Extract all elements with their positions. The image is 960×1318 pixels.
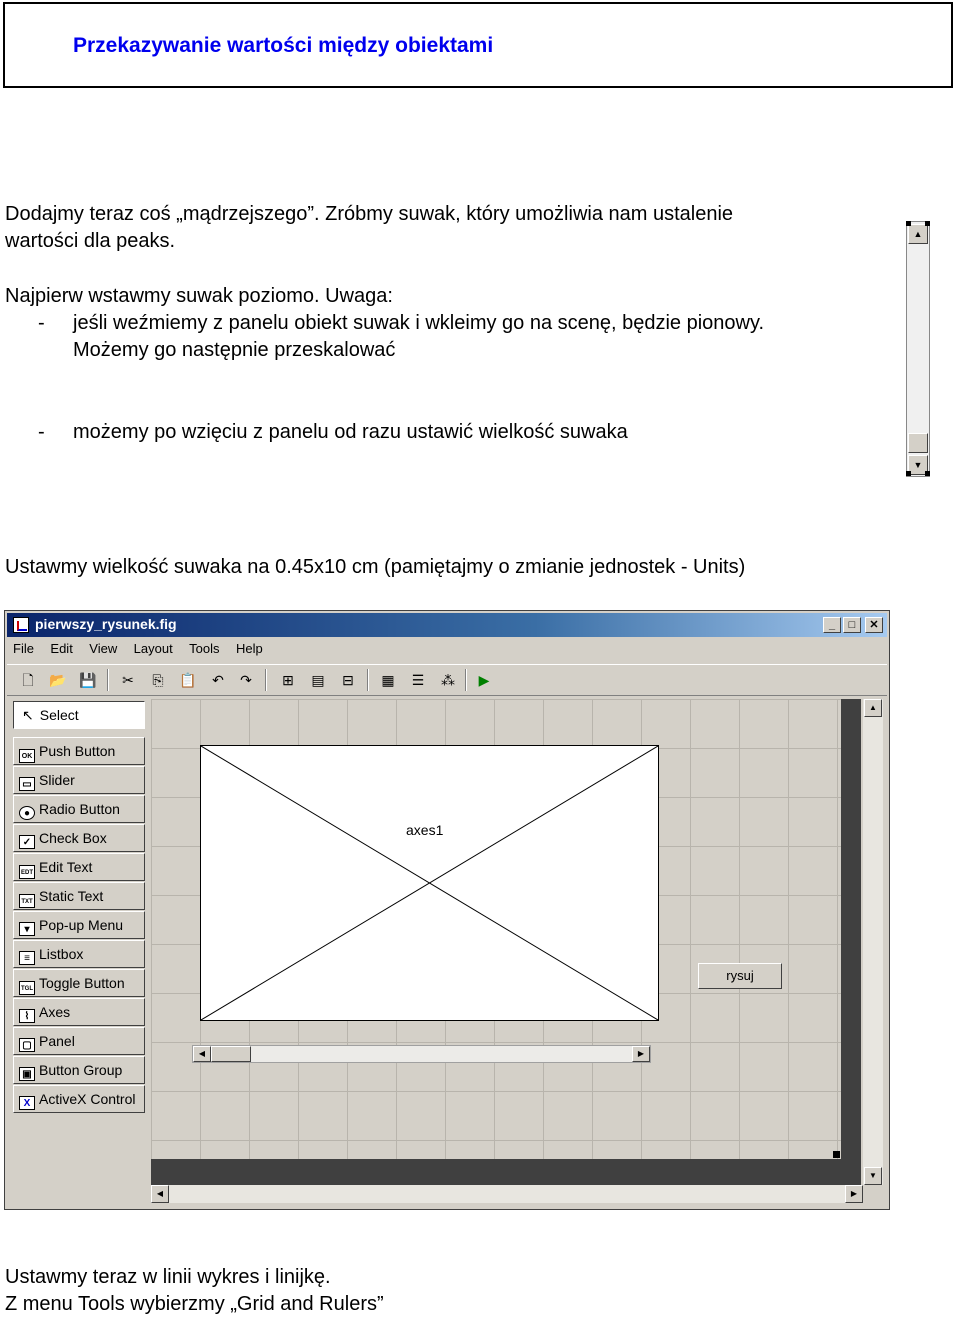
minimize-button[interactable]: _ [823, 617, 841, 633]
axes-cross [201, 746, 658, 1020]
undo-icon[interactable]: ↶ [212, 672, 224, 688]
rysuj-button[interactable]: rysuj [698, 963, 782, 989]
slider-left-arrow-icon[interactable]: ◀ [193, 1046, 211, 1062]
axes-icon: ⌇ [19, 1009, 35, 1023]
save-icon[interactable]: 💾 [79, 672, 97, 688]
scroll-right-icon[interactable]: ▶ [845, 1185, 863, 1203]
tab-order-icon[interactable]: ⊟ [342, 672, 354, 688]
bullet-1-line2: Możemy go następnie przeskalować [73, 339, 396, 361]
window-titlebar[interactable] [7, 613, 887, 637]
palette-label: Button Group [39, 1062, 123, 1078]
vertical-slider-sample[interactable] [906, 221, 930, 477]
menu-layout[interactable]: Layout [133, 641, 173, 656]
bullet-dash: - [38, 421, 45, 443]
paragraph-size: Ustawmy wielkość suwaka na 0.45x10 cm (pamiętajmy o zmianie jednostek - Units) [5, 556, 746, 578]
edit-text-icon: EDT [19, 865, 35, 879]
palette-activex-control[interactable] [13, 1085, 145, 1113]
bullet-1-line1: jeśli weźmiemy z panelu obiekt suwak i wkleimy go na scenę, będzie pionowy. [73, 312, 765, 334]
palette-label: Select [39, 707, 79, 723]
toolbar [7, 664, 887, 696]
palette-label: Pop-up Menu [39, 917, 124, 933]
menu-view[interactable]: View [89, 641, 118, 656]
paste-icon[interactable]: 📋 [179, 672, 197, 688]
horizontal-scrollbar[interactable] [151, 1185, 863, 1203]
resize-handle[interactable] [906, 471, 911, 476]
palette-edit-text[interactable] [13, 853, 145, 881]
menu-edit[interactable]: Edit [50, 641, 73, 656]
canvas-border-bottom [151, 1159, 861, 1185]
resize-handle[interactable] [925, 221, 930, 226]
m-file-editor-icon[interactable]: ▦ [381, 672, 395, 688]
button-group-icon: ▣ [19, 1067, 35, 1081]
palette-listbox[interactable] [13, 940, 145, 968]
menu-help[interactable]: Help [235, 641, 263, 656]
toolbar-separator [107, 669, 109, 691]
object-browser-icon[interactable]: ⁂ [441, 672, 455, 688]
toolbar-separator [367, 669, 369, 691]
bullet-2-line1: możemy po wzięciu z panelu od razu ustawić wielkość suwaka [73, 421, 628, 443]
menu-editor-icon[interactable]: ▤ [311, 672, 325, 688]
radio-icon: ● [19, 806, 35, 820]
axes-label: axes1 [406, 822, 444, 838]
vertical-scrollbar[interactable] [863, 699, 883, 1185]
paragraph-intro-line1: Dodajmy teraz coś „mądrzejszego”. Zróbmy suwak, który umożliwia nam ustalenie [5, 203, 734, 225]
copy-icon[interactable]: ⎘ [152, 672, 164, 688]
open-folder-icon[interactable]: 📂 [49, 672, 67, 688]
checkbox-icon: ✓ [19, 835, 35, 849]
bullet-dash: - [38, 312, 45, 334]
canvas-border-right [841, 699, 861, 1159]
palette-select[interactable] [13, 701, 145, 729]
window-title: pierwszy_rysunek.fig [35, 616, 177, 632]
palette-popup-menu[interactable] [13, 911, 145, 939]
page-title: Przekazywanie wartości między obiektami [73, 34, 494, 57]
palette-label: Radio Button [39, 801, 120, 817]
menu-file[interactable]: File [13, 641, 34, 656]
scroll-up-icon[interactable]: ▲ [864, 699, 882, 717]
slider-down-arrow-icon[interactable]: ▼ [908, 455, 928, 475]
redo-icon[interactable]: ↷ [240, 672, 252, 688]
palette-label: Listbox [39, 946, 84, 962]
new-file-icon[interactable]: 🗋 [22, 672, 34, 688]
static-text-icon: TXT [19, 894, 35, 908]
paragraph-slider-line1: Najpierw wstawmy suwak poziomo. Uwaga: [5, 285, 393, 307]
palette-label: Edit Text [39, 859, 93, 875]
resize-handle[interactable] [925, 471, 930, 476]
listbox-icon: ≡ [19, 951, 35, 965]
slider-up-arrow-icon[interactable]: ▲ [908, 224, 928, 244]
slider-thumb[interactable] [211, 1046, 251, 1062]
toolbar-separator [465, 669, 467, 691]
resize-handle[interactable] [906, 221, 911, 226]
scroll-down-icon[interactable]: ▼ [864, 1167, 882, 1185]
menubar [7, 639, 887, 661]
guide-window [4, 610, 890, 1210]
palette-label: ActiveX Control [39, 1091, 136, 1107]
palette-label: Slider [39, 772, 75, 788]
menu-tools[interactable]: Tools [189, 641, 220, 656]
palette-label: Panel [39, 1033, 75, 1049]
palette-axes[interactable] [13, 998, 145, 1026]
palette-radio-button[interactable] [13, 795, 145, 823]
palette-panel[interactable] [13, 1027, 145, 1055]
push-button-icon: OK [19, 749, 35, 763]
palette-label: Static Text [39, 888, 104, 904]
align-icon[interactable]: ⊞ [282, 672, 294, 688]
paragraph-grid-line1: Ustawmy teraz w linii wykres i linijkę. [5, 1266, 331, 1288]
palette-check-box[interactable] [13, 824, 145, 852]
palette-toggle-button[interactable] [13, 969, 145, 997]
figure-icon [13, 617, 29, 633]
horizontal-slider[interactable] [192, 1045, 651, 1063]
palette-push-button[interactable] [13, 737, 145, 765]
slider-right-arrow-icon[interactable]: ▶ [632, 1046, 650, 1062]
palette-static-text[interactable] [13, 882, 145, 910]
property-inspector-icon[interactable]: ☰ [411, 672, 425, 688]
palette-label: Toggle Button [39, 975, 125, 991]
palette-label: Axes [39, 1004, 71, 1020]
palette-button-group[interactable] [13, 1056, 145, 1084]
slider-thumb[interactable] [908, 433, 928, 453]
panel-icon: ▢ [19, 1038, 35, 1052]
scroll-left-icon[interactable]: ◀ [151, 1185, 169, 1203]
toggle-button-icon: TGL [19, 981, 35, 995]
maximize-button[interactable]: □ [843, 617, 861, 633]
paragraph-grid-line2: Z menu Tools wybierzmy „Grid and Rulers” [5, 1293, 384, 1315]
close-button[interactable]: ✕ [865, 617, 883, 633]
toolbar-separator [265, 669, 267, 691]
palette-label: Push Button [39, 743, 116, 759]
paragraph-intro-line2: wartości dla peaks. [5, 230, 176, 252]
palette-slider[interactable] [13, 766, 145, 794]
activex-icon: X [19, 1096, 35, 1110]
pointer-icon: ↖ [22, 707, 34, 723]
cut-icon[interactable]: ✂ [122, 672, 134, 688]
popup-menu-icon: ▾ [19, 922, 35, 936]
slider-icon: ▭ [19, 777, 35, 791]
palette-label: Check Box [39, 830, 107, 846]
run-icon[interactable]: ▶ [478, 672, 490, 688]
axes-placeholder[interactable] [200, 745, 659, 1021]
canvas-resize-handle[interactable] [833, 1151, 840, 1158]
